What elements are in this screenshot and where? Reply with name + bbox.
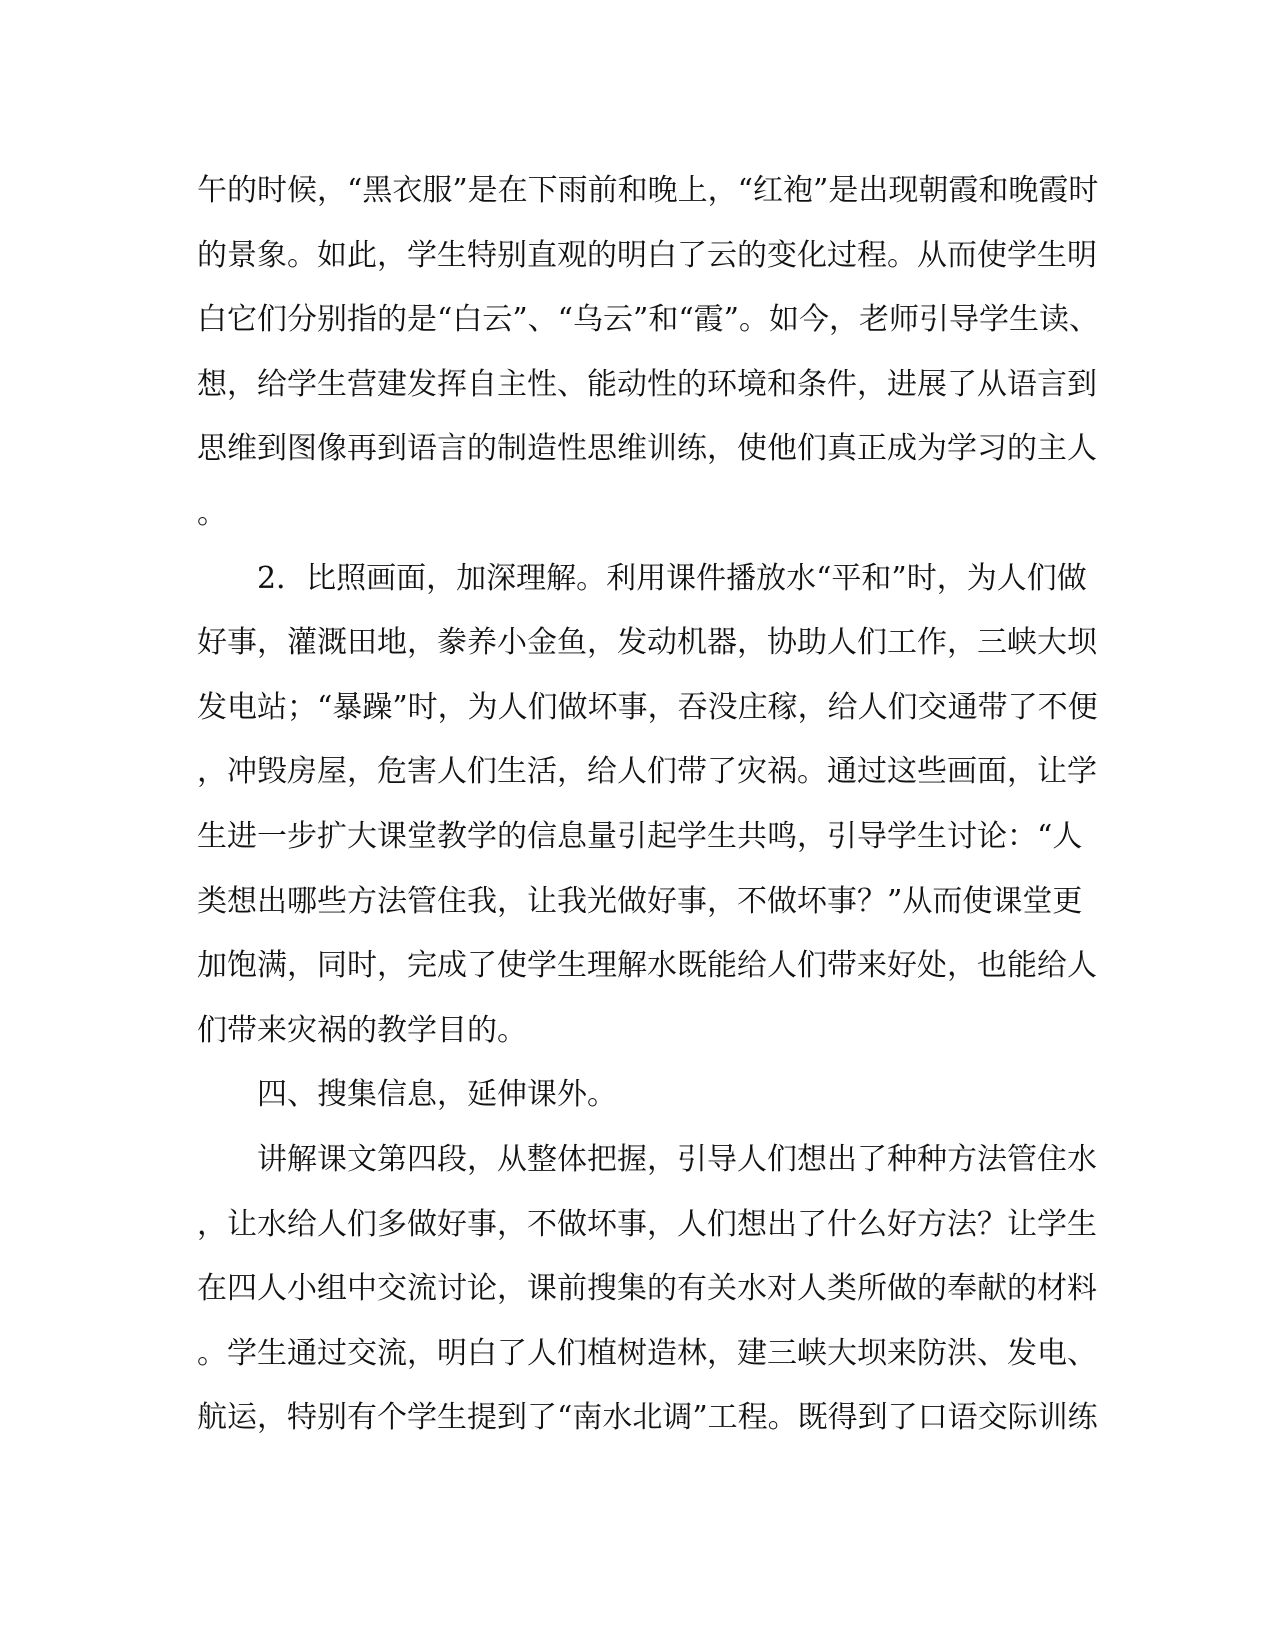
section-heading: 四、搜集信息，延伸课外。	[257, 1077, 617, 1113]
text-line: 们带来灾祸的教学目的。	[197, 1012, 527, 1048]
text-line: ，冲毁房屋，危害人们生活，给人们带了灾祸。通过这些画面，让学	[197, 754, 1097, 790]
text-line: 思维到图像再到语言的制造性思维训练，使他们真正成为学习的主人	[197, 431, 1097, 467]
body-text	[197, 159, 1100, 1451]
text-line: 类想出哪些方法管住我，让我光做好事，不做坏事？”从而使课堂更	[197, 883, 1083, 919]
text-line: 航运，特别有个学生提到了“南水北调”工程。既得到了口语交际训练	[197, 1400, 1098, 1436]
text-line: 发电站；“暴躁”时，为人们做坏事，吞没庄稼，给人们交通带了不便	[197, 689, 1098, 725]
text-line-paragraph-start: 讲解课文第四段，从整体把握，引导人们想出了种种方法管住水	[257, 1141, 1097, 1177]
text-line: 的景象。如此，学生特别直观的明白了云的变化过程。从而使学生明	[197, 237, 1097, 273]
text-line: 生进一步扩大课堂教学的信息量引起学生共鸣，引导学生讨论：“人	[197, 818, 1083, 854]
text-line: 。	[197, 495, 227, 531]
text-line: 白它们分别指的是“白云”、“乌云”和“霞”。如今，老师引导学生读、	[197, 302, 1100, 338]
text-line: 。学生通过交流，明白了人们植树造林，建三峡大坝来防洪、发电、	[197, 1335, 1097, 1371]
text-line: ，让水给人们多做好事，不做坏事，人们想出了什么好方法？让学生	[197, 1206, 1097, 1242]
text-line: 在四人小组中交流讨论，课前搜集的有关水对人类所做的奉献的材料	[197, 1271, 1097, 1307]
text-line: 午的时候，“黑衣服”是在下雨前和晚上，“红袍”是出现朝霞和晚霞时	[197, 173, 1099, 208]
text-line: 想，给学生营建发挥自主性、能动性的环境和条件，进展了从语言到	[197, 366, 1097, 402]
text-line-paragraph-start: 2．比照画面，加深理解。利用课件播放水“平和”时，为人们做	[257, 560, 1087, 596]
text-line: 加饱满，同时，完成了使学生理解水既能给人们带来好处，也能给人	[197, 948, 1097, 984]
text-line: 好事，灌溉田地，豢养小金鱼，发动机器，协助人们工作，三峡大坝	[197, 625, 1097, 661]
